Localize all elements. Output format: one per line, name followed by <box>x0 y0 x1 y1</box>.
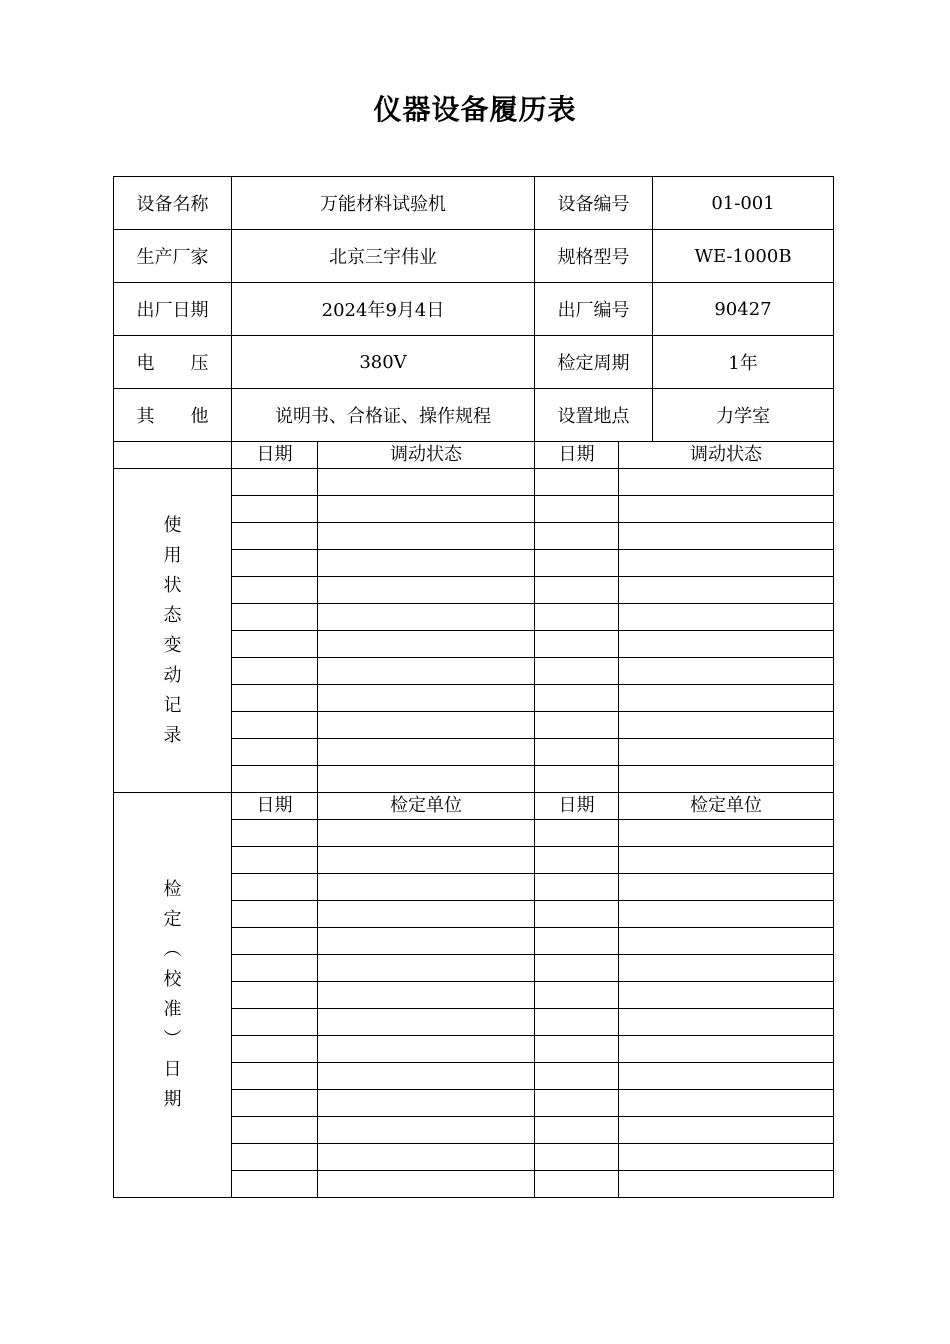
calibration-cell[interactable] <box>535 874 619 901</box>
calibration-cell[interactable] <box>535 820 619 847</box>
calibration-cell[interactable] <box>619 955 834 982</box>
calibration-header-unit: 检定单位 <box>318 793 535 820</box>
calibration-cell[interactable] <box>619 901 834 928</box>
calibration-cell[interactable] <box>232 1090 318 1117</box>
usage-cell[interactable] <box>232 577 318 604</box>
calibration-cell[interactable] <box>535 928 619 955</box>
calibration-cell[interactable] <box>619 1009 834 1036</box>
calibration-header-date: 日期 <box>232 793 318 820</box>
maker-value: 北京三宇伟业 <box>232 230 535 283</box>
usage-header-row <box>114 442 834 469</box>
usage-cell[interactable] <box>318 469 535 496</box>
usage-cell[interactable] <box>535 604 619 631</box>
calibration-cell[interactable] <box>318 955 535 982</box>
usage-cell[interactable] <box>619 712 834 739</box>
calibration-header-row <box>114 793 834 820</box>
usage-cell[interactable] <box>619 604 834 631</box>
calibration-header-date-2: 日期 <box>535 793 619 820</box>
usage-header-status: 调动状态 <box>318 442 535 469</box>
code-label: 设备编号 <box>535 177 653 230</box>
serial-value: 90427 <box>653 283 834 336</box>
voltage-label: 电 压 <box>114 336 232 389</box>
calibration-cell[interactable] <box>619 820 834 847</box>
calibration-cell[interactable] <box>232 1144 318 1171</box>
usage-cell[interactable] <box>318 658 535 685</box>
calibration-cell[interactable] <box>535 1063 619 1090</box>
calibration-cell[interactable] <box>535 1036 619 1063</box>
serial-label: 出厂编号 <box>535 283 653 336</box>
usage-cell[interactable] <box>535 523 619 550</box>
usage-cell[interactable] <box>318 685 535 712</box>
calibration-cell[interactable] <box>232 820 318 847</box>
usage-cell[interactable] <box>318 631 535 658</box>
calibration-cell[interactable] <box>535 901 619 928</box>
maker-label: 生产厂家 <box>114 230 232 283</box>
info-row-date <box>114 283 834 336</box>
usage-cell[interactable] <box>232 604 318 631</box>
calibration-cell[interactable] <box>535 982 619 1009</box>
name-value: 万能材料试验机 <box>232 177 535 230</box>
calibration-cell[interactable] <box>232 1063 318 1090</box>
calibration-cell[interactable] <box>232 847 318 874</box>
calibration-cell[interactable] <box>318 1144 535 1171</box>
calibration-cell[interactable] <box>318 928 535 955</box>
calibration-cell[interactable] <box>318 901 535 928</box>
usage-cell[interactable] <box>318 523 535 550</box>
calibration-cell[interactable] <box>619 982 834 1009</box>
calibration-cell[interactable] <box>535 1117 619 1144</box>
calibration-cell[interactable] <box>619 928 834 955</box>
calibration-cell[interactable] <box>232 1117 318 1144</box>
calibration-cell[interactable] <box>619 1144 834 1171</box>
usage-cell[interactable] <box>535 766 619 793</box>
usage-vertical-text: 使 用 状 态 变 动 记 录 <box>163 514 182 746</box>
usage-cell[interactable] <box>535 496 619 523</box>
calibration-cell[interactable] <box>232 874 318 901</box>
calibration-cell[interactable] <box>318 1171 535 1198</box>
calibration-cell[interactable] <box>318 1090 535 1117</box>
usage-cell[interactable] <box>619 658 834 685</box>
calibration-cell[interactable] <box>232 955 318 982</box>
usage-cell[interactable] <box>232 496 318 523</box>
calibration-cell[interactable] <box>232 901 318 928</box>
model-value: WE-1000B <box>653 230 834 283</box>
calibration-cell[interactable] <box>535 847 619 874</box>
usage-cell[interactable] <box>535 739 619 766</box>
info-row-other <box>114 389 834 442</box>
calibration-side-label <box>114 793 232 1198</box>
location-label: 设置地点 <box>535 389 653 442</box>
usage-row <box>114 469 834 496</box>
info-row-maker <box>114 230 834 283</box>
calibration-cell[interactable] <box>232 982 318 1009</box>
calibration-cell[interactable] <box>318 847 535 874</box>
usage-cell[interactable] <box>535 631 619 658</box>
usage-header-status-2: 调动状态 <box>619 442 834 469</box>
usage-cell[interactable] <box>232 712 318 739</box>
model-label: 规格型号 <box>535 230 653 283</box>
usage-cell[interactable] <box>619 577 834 604</box>
location-value: 力学室 <box>653 389 834 442</box>
calibration-cell[interactable] <box>318 874 535 901</box>
calibration-header-unit-2: 检定单位 <box>619 793 834 820</box>
equipment-record-table <box>113 176 834 1198</box>
usage-cell[interactable] <box>232 739 318 766</box>
calibration-vertical-text: 检 定 ︵ 校 准 ︶ 日 期 <box>163 879 182 1110</box>
calibration-cell[interactable] <box>318 1036 535 1063</box>
usage-cell[interactable] <box>535 712 619 739</box>
calibration-cell[interactable] <box>232 1171 318 1198</box>
info-row-name <box>114 177 834 230</box>
usage-cell[interactable] <box>318 739 535 766</box>
calibration-cell[interactable] <box>535 1090 619 1117</box>
info-row-voltage <box>114 336 834 389</box>
usage-cell[interactable] <box>535 550 619 577</box>
other-value: 说明书、合格证、操作规程 <box>232 389 535 442</box>
usage-cell[interactable] <box>535 685 619 712</box>
code-value: 01-001 <box>653 177 834 230</box>
calibration-cell[interactable] <box>318 1009 535 1036</box>
calibration-cell[interactable] <box>619 1117 834 1144</box>
usage-cell[interactable] <box>232 631 318 658</box>
usage-cell[interactable] <box>318 604 535 631</box>
usage-cell[interactable] <box>232 658 318 685</box>
usage-cell[interactable] <box>318 712 535 739</box>
calibration-cell[interactable] <box>318 820 535 847</box>
calibration-cell[interactable] <box>232 1009 318 1036</box>
usage-cell[interactable] <box>318 496 535 523</box>
calibration-cell[interactable] <box>619 1063 834 1090</box>
usage-cell[interactable] <box>619 523 834 550</box>
usage-cell[interactable] <box>232 523 318 550</box>
calibration-cell[interactable] <box>619 1090 834 1117</box>
usage-cell[interactable] <box>535 658 619 685</box>
calibration-cell[interactable] <box>619 1036 834 1063</box>
calibration-cell[interactable] <box>318 1063 535 1090</box>
usage-header-blank <box>114 442 232 469</box>
usage-cell[interactable] <box>232 766 318 793</box>
calibration-cell[interactable] <box>535 1144 619 1171</box>
usage-cell[interactable] <box>232 469 318 496</box>
calibration-cell[interactable] <box>535 1171 619 1198</box>
period-label: 检定周期 <box>535 336 653 389</box>
usage-cell[interactable] <box>619 631 834 658</box>
usage-cell[interactable] <box>318 766 535 793</box>
usage-cell[interactable] <box>232 685 318 712</box>
calibration-cell[interactable] <box>232 928 318 955</box>
usage-cell[interactable] <box>619 766 834 793</box>
calibration-cell[interactable] <box>619 1171 834 1198</box>
calibration-cell[interactable] <box>232 1036 318 1063</box>
name-label: 设备名称 <box>114 177 232 230</box>
usage-cell[interactable] <box>318 577 535 604</box>
usage-cell[interactable] <box>535 577 619 604</box>
usage-cell[interactable] <box>619 550 834 577</box>
calibration-cell[interactable] <box>619 847 834 874</box>
period-value: 1年 <box>653 336 834 389</box>
calibration-cell[interactable] <box>318 982 535 1009</box>
usage-cell[interactable] <box>619 685 834 712</box>
page-title: 仪器设备履历表 <box>373 93 577 126</box>
usage-cell[interactable] <box>318 550 535 577</box>
usage-cell[interactable] <box>535 469 619 496</box>
other-label: 其 他 <box>114 389 232 442</box>
date-value: 2024年9月4日 <box>232 283 535 336</box>
calibration-cell[interactable] <box>535 955 619 982</box>
usage-cell[interactable] <box>619 469 834 496</box>
voltage-value: 380V <box>232 336 535 389</box>
usage-cell[interactable] <box>619 739 834 766</box>
usage-header-date-2: 日期 <box>535 442 619 469</box>
usage-cell[interactable] <box>232 550 318 577</box>
calibration-cell[interactable] <box>535 1009 619 1036</box>
calibration-cell[interactable] <box>619 874 834 901</box>
usage-header-date: 日期 <box>232 442 318 469</box>
usage-side-label <box>114 469 232 793</box>
date-label: 出厂日期 <box>114 283 232 336</box>
usage-cell[interactable] <box>619 496 834 523</box>
calibration-cell[interactable] <box>318 1117 535 1144</box>
